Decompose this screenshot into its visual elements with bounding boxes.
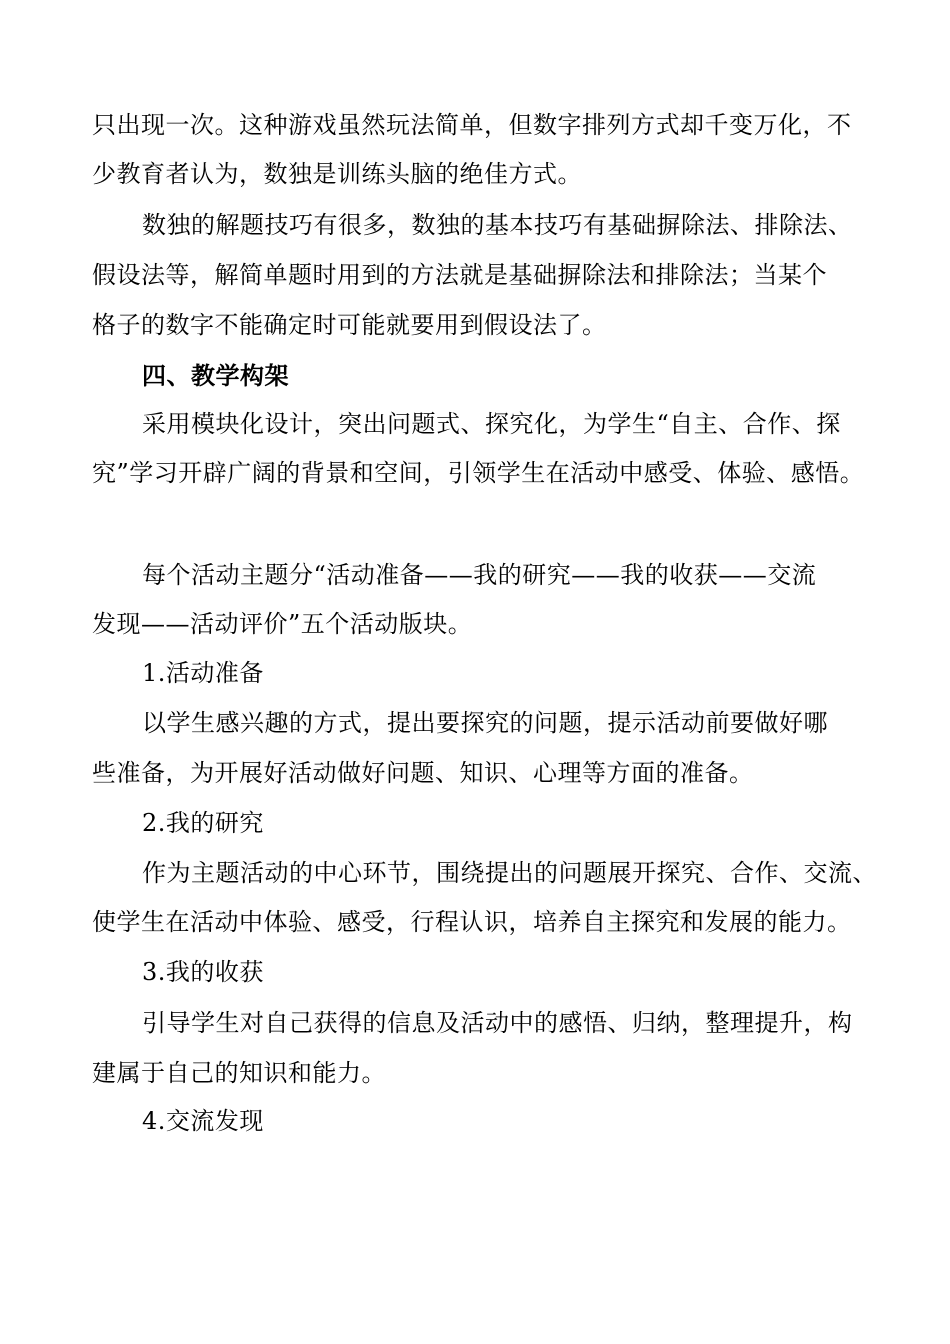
section-heading: 四、教学构架 (142, 361, 289, 390)
text-line: 每个活动主题分“活动准备——我的研究——我的收获——交流 (142, 561, 817, 589)
text-line: 使学生在活动中体验、感受，行程认识，培养自主探究和发展的能力。 (92, 908, 852, 936)
text-line: 采用模块化设计，突出问题式、探究化，为学生“自主、合作、探 (142, 410, 841, 438)
text-line: 建属于自己的知识和能力。 (92, 1059, 386, 1087)
subsection-heading: 3.我的收获 (142, 958, 264, 986)
text-line: 格子的数字不能确定时可能就要用到假设法了。 (92, 311, 607, 339)
text-line: 以学生感兴趣的方式，提出要探究的问题，提示活动前要做好哪 (142, 709, 828, 737)
text-line: 引导学生对自己获得的信息及活动中的感悟、归纳，整理提升，构 (142, 1009, 853, 1037)
text-line: 发现——活动评价”五个活动版块。 (92, 610, 473, 638)
text-line: 些准备，为开展好活动做好问题、知识、心理等方面的准备。 (92, 759, 754, 787)
text-line: 究”学习开辟广阔的背景和空间，引领学生在活动中感受、体验、感悟。 (92, 459, 865, 487)
subsection-heading: 1.活动准备 (142, 659, 264, 687)
subsection-heading: 2.我的研究 (142, 809, 264, 837)
text-line: 作为主题活动的中心环节，围绕提出的问题展开探究、合作、交流、 (142, 859, 877, 887)
text-line: 数独的解题技巧有很多，数独的基本技巧有基础摒除法、排除法、 (142, 211, 853, 239)
text-line: 只出现一次。这种游戏虽然玩法简单，但数字排列方式却千变万化，不 (92, 111, 852, 139)
subsection-heading: 4.交流发现 (142, 1107, 264, 1135)
text-line: 少教育者认为，数独是训练头脑的绝佳方式。 (92, 160, 582, 188)
text-line: 假设法等，解简单题时用到的方法就是基础摒除法和排除法；当某个 (92, 261, 827, 289)
